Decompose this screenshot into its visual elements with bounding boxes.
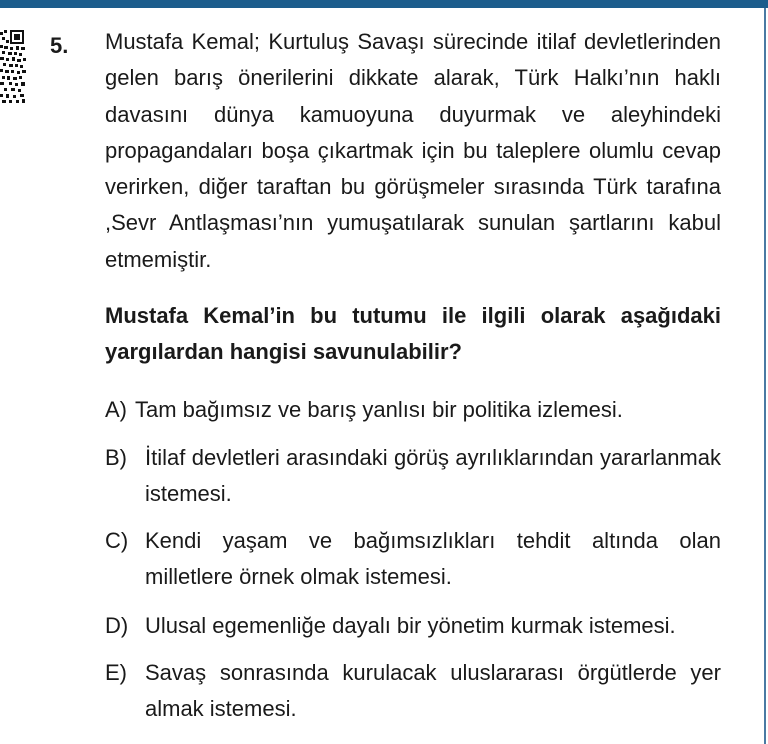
option-letter: D)	[105, 613, 129, 638]
right-margin-rule	[764, 8, 766, 744]
question-number: 5.	[50, 33, 69, 58]
option-c[interactable]	[105, 523, 721, 594]
option-e[interactable]	[105, 655, 721, 726]
option-letter: E)	[105, 660, 127, 685]
qr-code-icon[interactable]	[0, 30, 26, 104]
top-accent-bar	[0, 0, 768, 8]
option-text: İtilaf devletleri arasındaki görüş ayrılıklarından yararlanmak istemesi.	[145, 445, 721, 506]
option-text: Savaş sonrasında kurulacak uluslararası örgütlerde yer almak istemesi.	[145, 660, 721, 721]
option-text: Kendi yaşam ve bağımsızlıkları tehdit altında olan milletlere örnek olmak istemesi.	[145, 528, 721, 589]
option-text: Tam bağımsız ve barış yanlısı bir politika izlemesi.	[135, 397, 623, 422]
question-stem: Mustafa Kemal; Kurtuluş Savaşı sürecinde itilaf devletlerinden gelen barış önerilerini dikkate alarak, Türk Halkı’nın haklı davasını dünya kamuoyuna duyurmak ve aleyhindeki propagandaları boşa çıkartmak için bu taleplere olumlu cevap verirken, diğer taraftan bu görüşmeler sırasında Türk tarafına ,Sevr Antlaşması’nın yumuşatılarak sunulan şartlarını kabul etmemiştir.	[105, 29, 721, 272]
option-a[interactable]	[105, 392, 721, 428]
option-letter: B)	[105, 445, 127, 470]
option-d[interactable]	[105, 608, 721, 644]
option-letter: C)	[105, 528, 129, 553]
option-text: Ulusal egemenliğe dayalı bir yönetim kurmak istemesi.	[145, 613, 676, 638]
option-b[interactable]	[105, 440, 721, 511]
option-letter: A)	[105, 397, 127, 422]
question-prompt: Mustafa Kemal’in bu tutumu ile ilgili olarak aşağıdaki yargılardan hangisi savunulabilir?	[105, 303, 721, 364]
